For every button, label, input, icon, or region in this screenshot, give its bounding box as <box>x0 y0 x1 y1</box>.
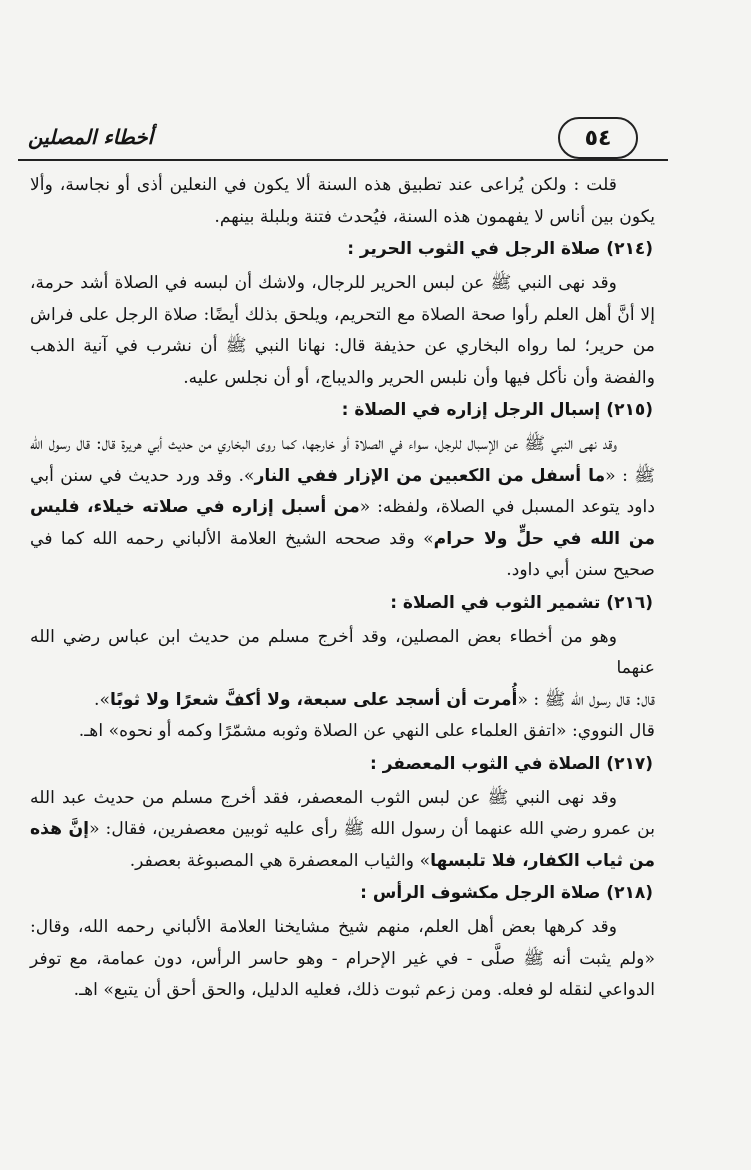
heading-214: (٢١٤) صلاة الرجل في الثوب الحرير : <box>347 239 653 259</box>
intro-paragraph: قلت : ولكن يُراعى عند تطبيق هذه السنة ألا يكون في النعلين أذى أو نجاسة، وألا يكون بين أناس لا يفهمون هذه السنة، فيُحدث فتنة وبلبلة بينهم. <box>30 175 655 227</box>
heading-217: (٢١٧) الصلاة في الثوب المعصفر : <box>370 753 653 774</box>
heading-218: (٢١٨) صلاة الرجل مكشوف الرأس : <box>360 883 653 903</box>
paragraph-216-hadith <box>30 685 655 717</box>
running-title: أخطاء المصلين <box>28 125 154 149</box>
text-run: » والثياب المعصفرة هي المصبوغة بعصفر. <box>129 850 431 871</box>
paragraph-218: وقد كرهها بعض أهل العلم، منهم شيخ مشايخنا العلامة الألباني رحمه الله، وقال: «ولم يثبت أنه ﷺ صلَّى - في غير الإحرام - وهو حاسر الرأس، دون عمامة، مع توفر الدواعي لنقله لو فعله. ومن زعم ثبوت ذلك، فعليه الدليل، والحق أحق أن يتبع» اهـ. <box>30 917 655 1000</box>
text-run: » وقد صححه الشيخ العلامة الألباني رحمه الله كما في صحيح سنن أبي داود. <box>30 528 655 580</box>
paragraph-215 <box>30 429 655 587</box>
hadith-quote: أُمرت أن أسجد على سبعة، ولا أكفَّ شعرًا ولا ثوبًا <box>110 689 518 710</box>
page-body <box>30 170 655 1007</box>
page-number: ٥٤ <box>558 117 638 159</box>
heading-216: (٢١٦) تشمير الثوب في الصلاة : <box>390 592 653 613</box>
header-rule <box>18 159 668 161</box>
paragraph-216-nawawi: قال النووي: «اتفق العلماء على النهي عن الصلاة وثوبه مشمّرًا وكمه أو نحوه» اهـ. <box>78 721 655 741</box>
text-run: ». <box>94 689 110 710</box>
hadith-quote: من أسبل إزاره في صلاته خيلاء، فليس من الله في حلٍّ ولا حرام <box>30 497 655 549</box>
text-run: ». وقد ورد حديث في سنن أبي داود يتوعد المسبل في الصلاة، ولفظه: « <box>30 465 655 517</box>
text-run: قال: قال رسول الله ﷺ : « <box>517 689 655 710</box>
paragraph-216: وهو من أخطاء بعض المصلين، وقد أخرج مسلم من حديث ابن عباس رضي الله عنهما <box>30 626 655 678</box>
text-run: وقد نهى النبي ﷺ عن لبس الثوب المعصفر، فقد أخرج مسلم من حديث عبد الله بن عمرو رضي الله عنهما أن رسول الله ﷺ رأى عليه ثوبين معصفرين، فقال: « <box>30 787 655 839</box>
hadith-quote: ما أسفل من الكعبين من الإزار ففي النار <box>254 465 606 486</box>
page-header <box>18 115 668 165</box>
hadith-quote: إنَّ هذه من ثياب الكفار، فلا تلبسها <box>30 819 655 871</box>
heading-215: (٢١٥) إسبال الرجل إزاره في الصلاة : <box>341 400 653 420</box>
paragraph-214: وقد نهى النبي ﷺ عن لبس الحرير للرجال، ولاشك أن لبسه في الصلاة أشد حرمة، إلا أنَّ أهل العلم رأوا صحة الصلاة مع التحريم، ويلحق بذلك أيضًا: صلاة الرجل على فراش من حرير؛ لما رواه البخاري عن حذيفة قال: نهانا النبي ﷺ أن نشرب في آنية الذهب والفضة وأن نأكل فيها وأن نلبس الحرير والديباج، أو أن نجلس عليه. <box>30 273 655 388</box>
text-run: وقد نهى النبي ﷺ عن الإسبال للرجل، سواء في الصلاة أو خارجها، كما روى البخاري من حديث أبي هريرة قال: قال رسول الله ﷺ : « <box>30 434 655 486</box>
paragraph-217 <box>30 783 655 878</box>
